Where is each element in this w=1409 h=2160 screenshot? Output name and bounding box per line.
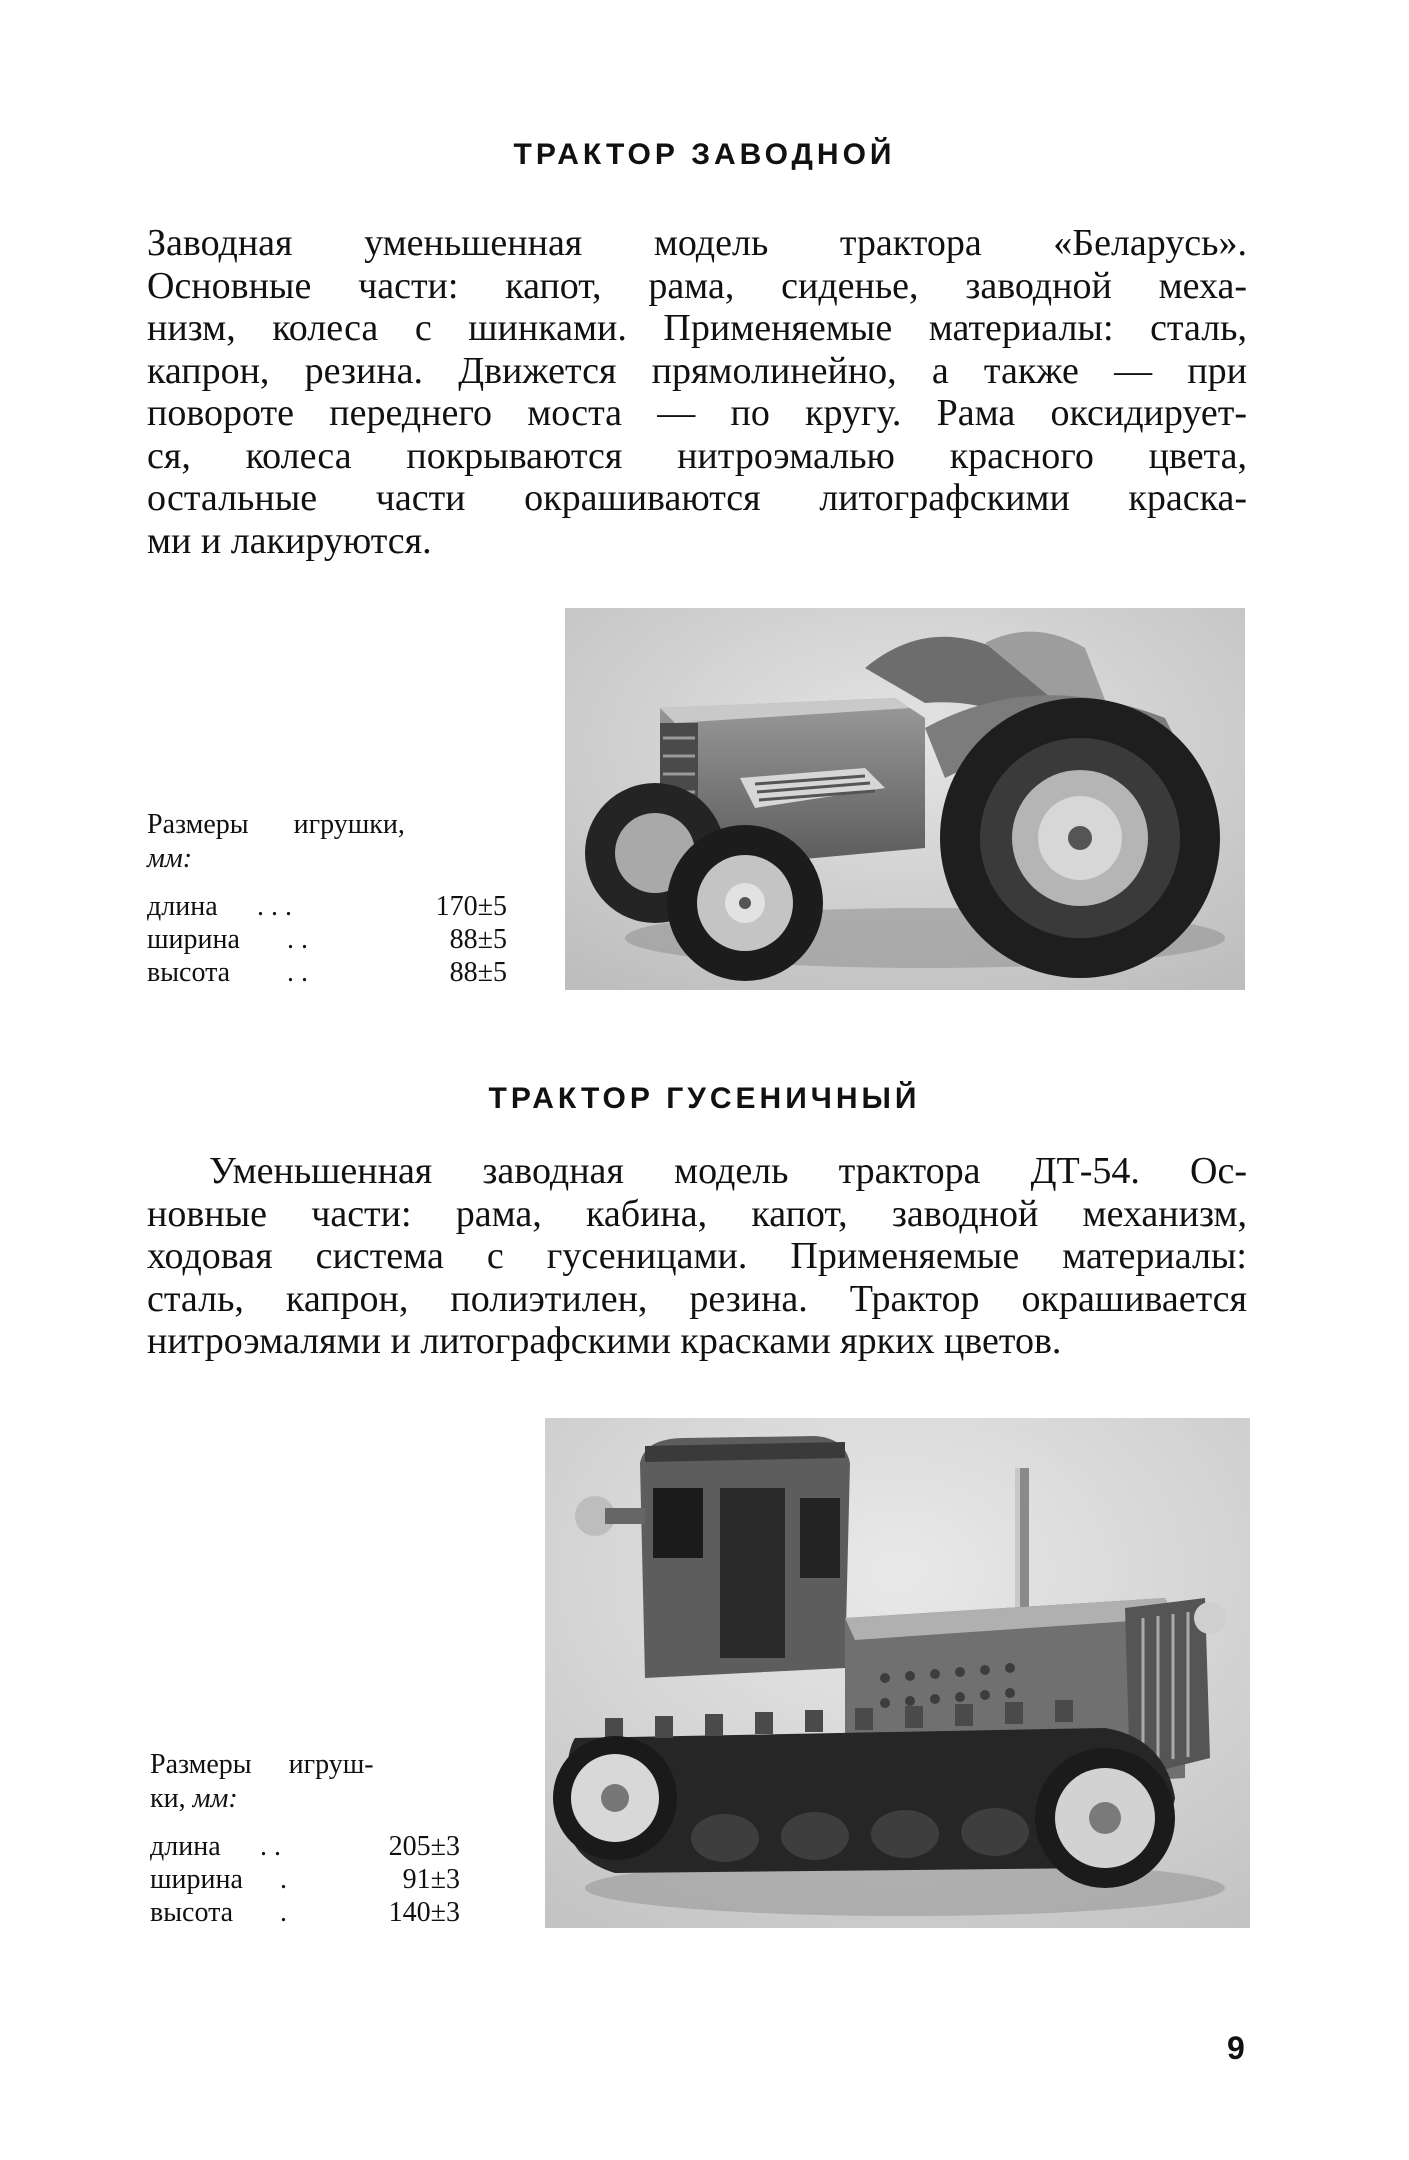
body-line: нитроэмалями и литографскими красками ярких цветов. — [147, 1320, 1062, 1362]
dims-caption: Размеры игрушки, — [147, 809, 405, 840]
dims-caption-cont: ки, — [150, 1783, 186, 1814]
dims-row: высота . 140±3 — [150, 1897, 460, 1928]
dims-table — [147, 890, 507, 989]
body-line: Заводная уменьшенная модель трактора «Беларусь». — [147, 222, 1247, 264]
section-2-dimensions — [150, 1748, 460, 1929]
section-2-title: ТРАКТОР ГУСЕНИЧНЫЙ — [488, 1082, 921, 1115]
body-line: повороте переднего моста — по кругу. Рама оксидирует- — [147, 392, 1247, 434]
dims-unit: мм: — [192, 1783, 238, 1814]
crawler-tractor-photo — [545, 1418, 1250, 1928]
dims-row: длина . . 205±3 — [150, 1831, 460, 1862]
section-1-body — [147, 222, 1247, 562]
dims-row: ширина . 91±3 — [150, 1864, 460, 1895]
body-line: остальные части окрашиваются литографскими краска- — [147, 477, 1247, 519]
dims-caption: Размеры игруш- — [150, 1749, 374, 1780]
section-1-dimensions — [147, 808, 507, 989]
crawler-tractor-icon — [545, 1418, 1250, 1928]
dims-row: длина . . . 170±5 — [147, 891, 507, 922]
page-number: 9 — [1227, 2030, 1245, 2066]
dims-table — [150, 1830, 460, 1929]
body-line: новные части: рама, кабина, капот, заводной механизм, — [147, 1192, 1247, 1235]
body-line: Уменьшенная заводная модель трактора ДТ-54. Ос- — [209, 1150, 1247, 1192]
body-line: Основные части: капот, рама, сиденье, заводной меха- — [147, 264, 1247, 307]
body-line: ся, колеса покрываются нитроэмалью красного цвета, — [147, 434, 1247, 477]
body-line: капрон, резина. Движется прямолинейно, а также — при — [147, 349, 1247, 392]
body-line: ходовая система с гусеницами. Применяемые материалы: — [147, 1235, 1247, 1277]
dims-row: ширина . . 88±5 — [147, 924, 507, 955]
section-1-title: ТРАКТОР ЗАВОДНОЙ — [513, 138, 896, 171]
wheeled-tractor-icon — [565, 608, 1245, 990]
wheeled-tractor-photo — [565, 608, 1245, 990]
section-2-body — [147, 1150, 1247, 1363]
body-line: ми и лакируются. — [147, 519, 432, 562]
body-line: сталь, капрон, полиэтилен, резина. Трактор окрашивается — [147, 1277, 1247, 1320]
dims-unit: мм: — [147, 843, 193, 874]
body-line: низм, колеса с шинками. Применяемые материалы: сталь, — [147, 307, 1247, 349]
dims-row: высота . . 88±5 — [147, 957, 507, 988]
